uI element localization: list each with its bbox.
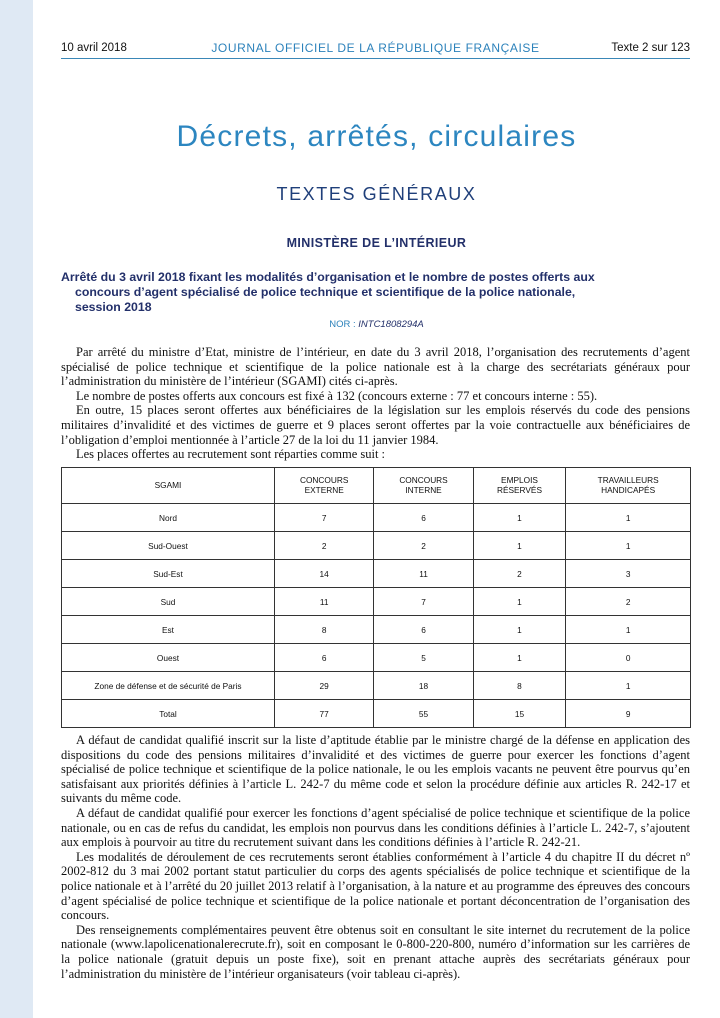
table-row	[62, 504, 691, 532]
table-cell-value: 1	[473, 616, 566, 644]
table-cell-value: 2	[275, 532, 374, 560]
table-cell-value: 2	[374, 532, 473, 560]
table-header-row	[62, 468, 691, 504]
table-cell-value: 2	[473, 560, 566, 588]
table-cell-value: 6	[275, 644, 374, 672]
table-cell-value: 2	[566, 588, 691, 616]
table-row	[62, 700, 691, 728]
table-cell-sgami: Zone de défense et de sécurité de Paris	[62, 672, 275, 700]
table-row	[62, 588, 691, 616]
table-row	[62, 672, 691, 700]
paragraph: Les places offertes au recrutement sont réparties comme suit :	[76, 447, 386, 462]
table-cell-value: 3	[566, 560, 691, 588]
table-cell-sgami: Sud-Est	[62, 560, 275, 588]
table-cell-sgami: Sud-Ouest	[62, 532, 275, 560]
table-cell-value: 1	[473, 644, 566, 672]
nor-code: INTC1808294A	[358, 319, 424, 330]
table-cell-value: 77	[275, 700, 374, 728]
arrete-title-line-1: Arrêté du 3 avril 2018 fixant les modalités d’organisation et le nombre de postes offerts aux	[61, 270, 595, 284]
table-cell-sgami: Est	[62, 616, 275, 644]
table-cell-value: 8	[473, 672, 566, 700]
header-concours-externe: CONCOURS EXTERNE	[275, 468, 374, 504]
table-cell-value: 8	[275, 616, 374, 644]
table-cell-value: 1	[566, 616, 691, 644]
page-margin-strip	[0, 0, 33, 1018]
table-body	[62, 504, 691, 728]
subsection-title: TEXTES GÉNÉRAUX	[276, 184, 477, 204]
arrete-title-line-2: concours d’agent spécialisé de police technique et scientifique de la police nationale,	[75, 285, 576, 299]
header-journal-title: JOURNAL OFFICIEL DE LA RÉPUBLIQUE FRANÇAISE	[211, 41, 540, 55]
table-cell-value: 1	[566, 532, 691, 560]
table-cell-sgami: Nord	[62, 504, 275, 532]
table-cell-value: 6	[374, 616, 473, 644]
table-row	[62, 644, 691, 672]
paragraph: En outre, 15 places seront offertes aux bénéficiaires de la législation sur les emplois réservés du code des pensions militaires d’invalidité et des victimes de guerre et 9 places seront offertes par la voie contractuelle aux bénéficiaires de l’obligation d’emploi mentionnée à l’article 27 de la loi du 11 janvier 1984.	[61, 403, 690, 447]
table-row	[62, 560, 691, 588]
header-date: 10 avril 2018	[61, 42, 127, 54]
table-cell-value: 29	[275, 672, 374, 700]
document-page	[33, 0, 720, 1018]
ministry-title: MINISTÈRE DE L’INTÉRIEUR	[286, 236, 467, 250]
table-cell-value: 15	[473, 700, 566, 728]
nor-label: NOR :	[329, 319, 356, 330]
table-cell-value: 1	[473, 532, 566, 560]
table-cell-value: 6	[374, 504, 473, 532]
page-header	[61, 40, 690, 59]
paragraph: A défaut de candidat qualifié inscrit sur la liste d’aptitude établie par le ministre chargé de la défense en application des dispositions du code des pensions militaires d’invalidité et des victimes de guerre pour exercer les fonctions d’agent spécialisé de police technique et scientifique de la police nationale, le ou les emplois vacants ne peuvent être pourvus qu’en satisfaisant aux priorités définies à l’article L. 242-7 du même code et selon la procédure définie aux articles R. 242-17 et suivants du même code.	[61, 733, 690, 806]
table-cell-value: 1	[473, 588, 566, 616]
table-cell-value: 11	[374, 560, 473, 588]
arrete-title	[61, 270, 690, 315]
table-cell-value: 11	[275, 588, 374, 616]
paragraph: A défaut de candidat qualifié pour exercer les fonctions d’agent spécialisé de police technique et scientifique de la police nationale, ou en cas de refus du candidat, les emplois non pourvus dans les conditions définies à l’article L. 242-7, s’ajoutent aux emplois à pourvoir au titre du recrutement suivant dans les conditions définies à l’article R. 242-21.	[61, 805, 690, 850]
section-title: Décrets, arrêtés, circulaires	[176, 120, 577, 153]
table-cell-value: 0	[566, 644, 691, 672]
sgami-places-table	[61, 467, 691, 728]
table-cell-value: 9	[566, 700, 691, 728]
table-cell-value: 55	[374, 700, 473, 728]
paragraph: Des renseignements complémentaires peuvent être obtenus soit en consultant le site internet du recrutement de la police nationale (www.lapolicenationalerecrute.fr), soit en composant le 0-800-220-800, numéro d’information sur les carrières de la police nationale (gratuit depuis un poste fixe), soit en prenant attache auprès des secrétariats généraux pour l’administration du ministère de l’intérieur organisateurs (voir tableau ci-après).	[61, 922, 690, 981]
header-concours-interne: CONCOURS INTERNE	[374, 468, 473, 504]
header-travailleurs-handicapes: TRAVAILLEURS HANDICAPÉS	[566, 468, 691, 504]
table-cell-value: 7	[374, 588, 473, 616]
body-text-top	[61, 345, 690, 462]
paragraph: Les modalités de déroulement de ces recrutements seront établies conformément à l’article 4 du chapitre II du décret nº 2002-812 du 3 mai 2002 portant statut particulier du corps des agents spécialisés de police technique et scientifique de la police nationale et à l’arrêté du 20 juillet 2013 relatif à l’organisation, à la nature et au programme des épreuves des concours d’agent spécialisé de police technique et scientifique de la police nationale et portant déconcentration de l’organisation des concours.	[61, 849, 690, 923]
table-cell-sgami: Ouest	[62, 644, 275, 672]
table-cell-value: 18	[374, 672, 473, 700]
table-cell-value: 14	[275, 560, 374, 588]
header-emplois-reserves: EMPLOIS RÉSERVÉS	[473, 468, 566, 504]
table-cell-sgami: Sud	[62, 588, 275, 616]
table-cell-value: 1	[566, 672, 691, 700]
table-cell-value: 5	[374, 644, 473, 672]
table-cell-value: 1	[473, 504, 566, 532]
paragraph: Par arrêté du ministre d’Etat, ministre de l’intérieur, en date du 3 avril 2018, l’organisation des recrutements d’agent spécialisé de police technique et scientifique de la police nationale est à la charge des secrétariats généraux pour l’administration du ministère de l’intérieur (SGAMI) cités ci-après.	[61, 345, 690, 389]
table-cell-sgami: Total	[62, 700, 275, 728]
table-row	[62, 616, 691, 644]
table-row	[62, 532, 691, 560]
paragraph: Le nombre de postes offerts aux concours est fixé à 132 (concours externe : 77 et concours interne : 55).	[76, 388, 598, 403]
nor-reference	[33, 319, 720, 330]
body-text-bottom	[61, 733, 690, 981]
header-sgami: SGAMI	[62, 468, 275, 504]
arrete-title-line-3: session 2018	[75, 300, 152, 314]
table-cell-value: 7	[275, 504, 374, 532]
table-cell-value: 1	[566, 504, 691, 532]
header-text-counter: Texte 2 sur 123	[611, 42, 690, 54]
